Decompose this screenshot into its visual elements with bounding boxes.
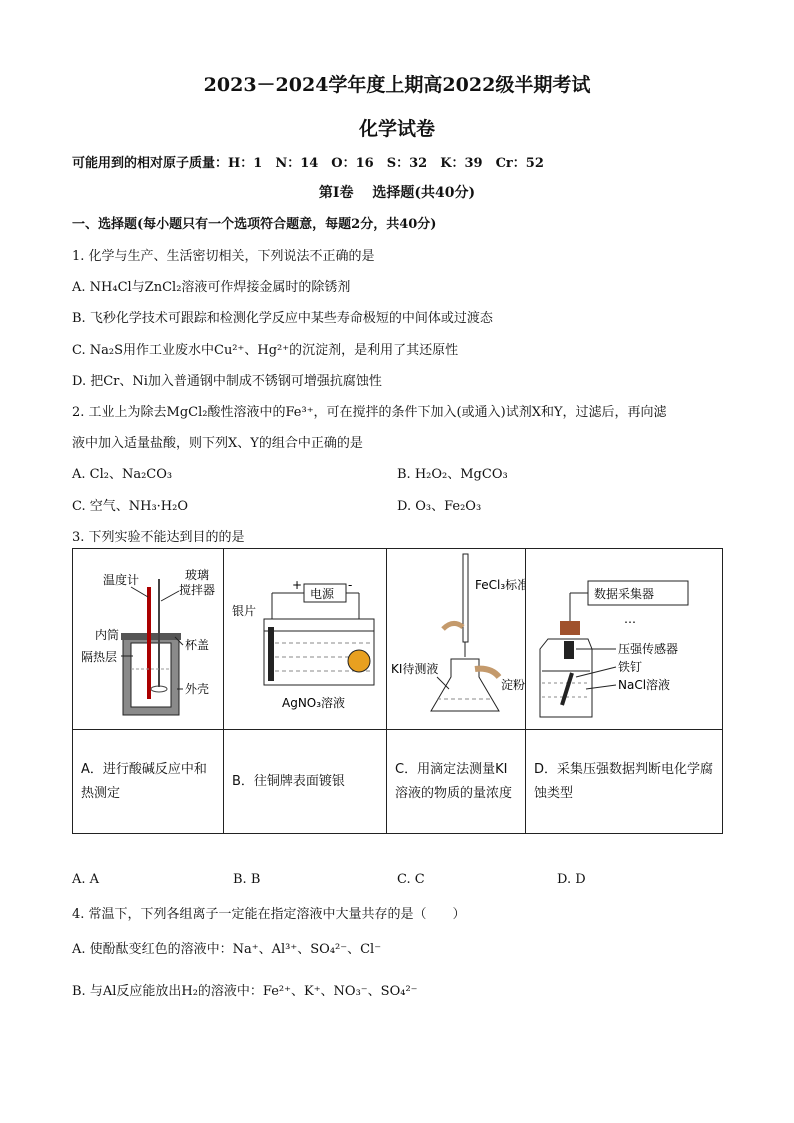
- q1-option-c: C. Na₂S用作工业废水中Cu²⁺、Hg²⁺的沉淀剂，是利用了其还原性: [72, 343, 459, 358]
- q3-answer-c: C. C: [397, 872, 425, 887]
- exam-title: 2023－2024学年度上期高2022级半期考试: [203, 74, 591, 96]
- label-stirrer-2: 搅拌器: [179, 583, 216, 597]
- q2-option-d: D. O₃、Fe₂O₃: [397, 499, 482, 514]
- caption-a: A．进行酸碱反应中和热测定: [73, 730, 224, 834]
- fig-d-cell: [526, 549, 723, 730]
- label-lid: 杯盖: [185, 638, 210, 652]
- label-collector: 数据采集器: [594, 587, 655, 601]
- q1-option-a: A. NH₄Cl与ZnCl₂溶液可作焊接金属时的除锈剂: [72, 280, 351, 295]
- atomic-masses: 可能用到的相对原子质量：H：1 N：14 O：16 S：32 K：39 Cr：52: [72, 156, 544, 171]
- label-stirrer-1: 玻璃: [185, 568, 210, 582]
- label-thermometer: 温度计: [103, 573, 140, 587]
- label-nail: 铁钉: [618, 660, 643, 674]
- q3-answer-d: D. D: [557, 872, 586, 887]
- fig-b-cell: [224, 549, 387, 730]
- caption-b: B．往铜牌表面镀银: [224, 730, 387, 834]
- label-ki: KI待测液: [391, 662, 439, 676]
- label-nacl: NaCl溶液: [618, 678, 671, 692]
- q1-option-b: B. 飞秒化学技术可跟踪和检测化学反应中某些寿命极短的中间体或过渡态: [72, 311, 493, 326]
- q4-stem: 4. 常温下，下列各组离子一定能在指定溶液中大量共存的是（ ）: [72, 907, 466, 922]
- titration-figure: [387, 549, 525, 725]
- q2-stem-line1: 2. 工业上为除去MgCl₂酸性溶液中的Fe³⁺，可在搅拌的条件下加入(或通入)试剂X和Y，过滤后，再向滤: [72, 405, 667, 420]
- electroplating-figure: [224, 549, 386, 725]
- label-minus: -: [348, 578, 353, 592]
- q2-option-b: B. H₂O₂、MgCO₃: [397, 467, 508, 482]
- caption-c: C．用滴定法测量KI溶液的物质的量浓度: [387, 730, 526, 834]
- q3-answer-b: B. B: [233, 872, 261, 887]
- exam-subtitle: 化学试卷: [358, 118, 435, 140]
- label-inner: 内筒: [95, 628, 120, 642]
- label-insulation: 隔热层: [81, 650, 118, 664]
- caption-d: D．采集压强数据判断电化学腐蚀类型: [526, 730, 723, 834]
- q3-answer-a: A. A: [72, 872, 100, 887]
- section-heading: 第Ⅰ卷 选择题(共40分): [318, 185, 476, 201]
- label-fecl3: FeCl₃标准: [475, 578, 525, 592]
- fig-c-cell: [387, 549, 526, 730]
- q3-experiment-table: [72, 548, 723, 834]
- label-agno3: AgNO₃溶液: [282, 696, 346, 710]
- label-plus: +: [292, 578, 303, 592]
- corrosion-figure: [526, 549, 722, 725]
- label-power: 电源: [310, 587, 335, 601]
- svg-text:…: …: [624, 612, 636, 626]
- q1-option-d: D. 把Cr、Ni加入普通钢中制成不锈钢可增强抗腐蚀性: [72, 374, 382, 389]
- calorimeter-figure: [73, 549, 223, 725]
- fig-a-cell: [73, 549, 224, 730]
- q3-stem: 3. 下列实验不能达到目的的是: [72, 530, 245, 545]
- label-silver: 银片: [232, 604, 257, 618]
- q2-option-a: A. Cl₂、Na₂CO₃: [72, 467, 173, 482]
- q4-option-a: A. 使酚酞变红色的溶液中：Na⁺、Al³⁺、SO₄²⁻、Cl⁻: [72, 942, 382, 957]
- q1-stem: 1. 化学与生产、生活密切相关，下列说法不正确的是: [72, 249, 375, 264]
- q4-option-b: B. 与Al反应能放出H₂的溶液中：Fe²⁺、K⁺、NO₃⁻、SO₄²⁻: [72, 984, 418, 999]
- q2-stem-line2: 液中加入适量盐酸，则下列X、Y的组合中正确的是: [72, 436, 363, 451]
- label-starch: 淀粉: [501, 678, 525, 692]
- part-heading: 一、选择题(每小题只有一个选项符合题意，每题2分，共40分): [72, 217, 437, 232]
- label-sensor: 压强传感器: [618, 642, 679, 656]
- q2-option-c: C. 空气、NH₃·H₂O: [72, 499, 189, 514]
- label-shell: 外壳: [185, 682, 210, 696]
